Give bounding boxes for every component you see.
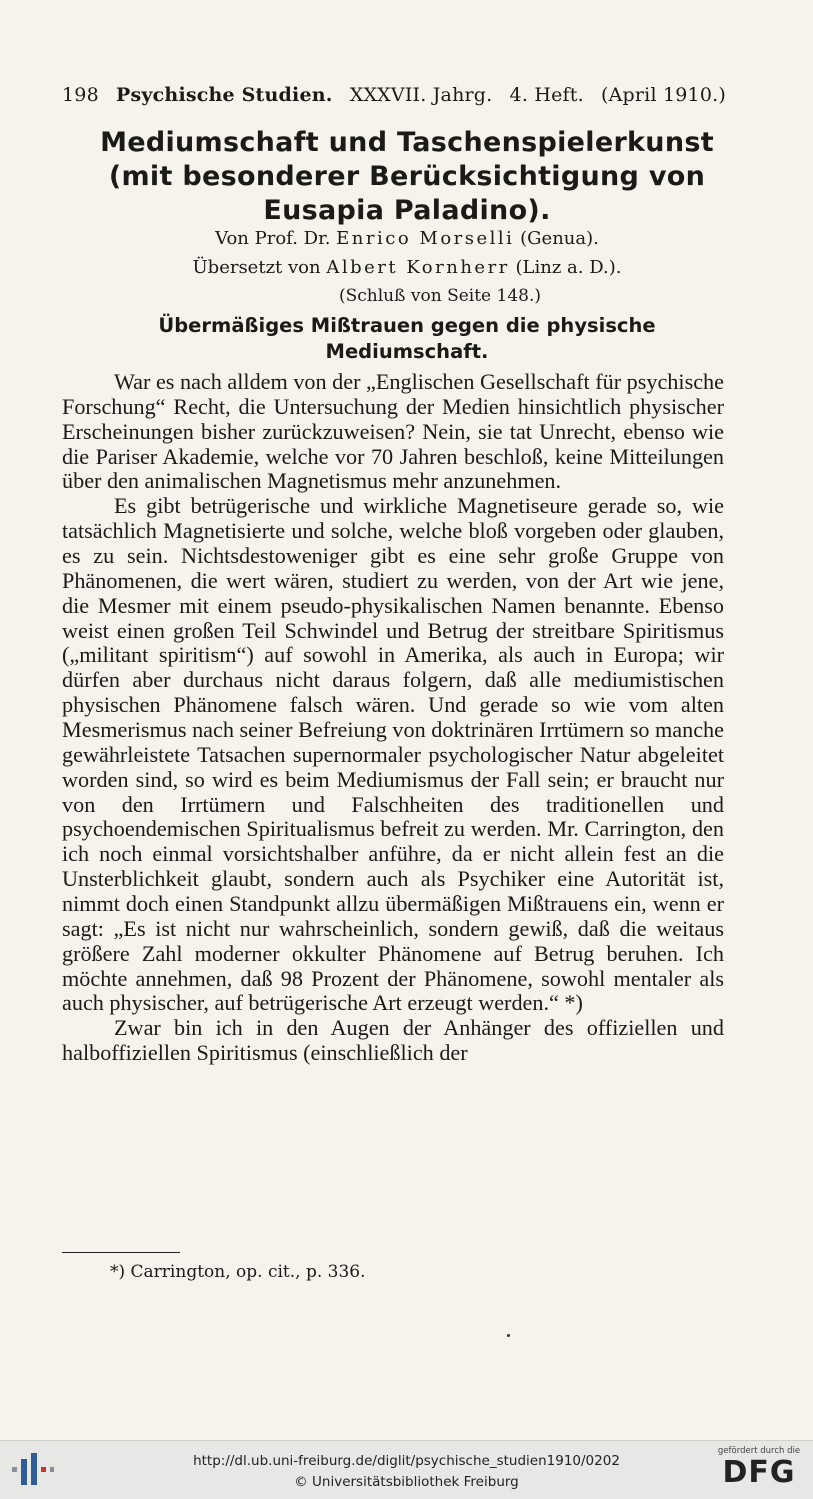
journal-title: Psychische Studien. xyxy=(116,84,333,106)
issue: 4. Heft. xyxy=(509,84,584,106)
section-heading-line: Mediumschaft. xyxy=(325,340,489,363)
section-heading xyxy=(62,313,752,365)
translator-name: Albert Kornherr xyxy=(326,257,510,278)
author-suffix: (Genua). xyxy=(520,228,599,249)
dfg-tagline: gefördert durch die xyxy=(717,1446,801,1456)
viewer-footer xyxy=(0,1440,813,1499)
footnote-rule xyxy=(62,1252,180,1253)
copyright-notice: © Universitätsbibliothek Freiburg xyxy=(294,1474,519,1490)
footnote: *) Carrington, op. cit., p. 336. xyxy=(110,1262,366,1282)
paragraph: Es gibt betrügerische und wirkliche Magnetiseure gerade so, wie tatsächlich Magnetisierte und solche, welche bloß vorgeben oder glauben, es zu sein. Nichtsdestoweniger gibt es eine sehr große Gruppe von Phänomenen, die wert wären, studiert zu werden, von der Art wie jene, die Mesmer mit einem pseudo-physikalischen Namen benannte. Ebenso weist einen großen Teil Schwindel und Betrug der streitbare Spiritismus („militant spiritism“) auf sowohl in Amerika, als auch in Europa; wir dürfen aber durchaus nicht daraus folgern, daß alle mediumistischen physischen Phänomene falsch wären. Und gerade so wie vom alten Mesmerismus nach seiner Befreiung von doktrinären Irrtümern so manche gewährleistete Tatsachen supernormaler psychologischer Natur abgeleitet worden sind, so wird es beim Mediumismus der Fall sein; er braucht nur von den Irrtümern und Falschheiten des traditionellen und psychoendemischen Spiritualismus befreit zu werden. Mr. Carrington, den ich noch einmal vorsichtshalber anführe, da er nicht allein fest an die Unsterblichkeit glaubt, sondern auch als Psychiker eine Autorität ist, nimmt doch einen Standpunkt allzu übermäßigen Mißtrauens ein, wenn er sagt: „Es ist nicht nur wahrscheinlich, sondern gewiß, daß die weitaus größere Zahl moderner okkulter Phänomene auf Betrug beruhen. Ich möchte annehmen, daß 98 Prozent der Phänomene, sowohl mentaler als auch physischer, auf betrügerische Art erzeugt werden.“ *) xyxy=(62,493,724,1016)
translator-prefix: Übersetzt von xyxy=(192,257,321,278)
title-line: (mit besonderer Berücksichtigung von xyxy=(108,161,706,192)
article-title xyxy=(62,126,752,228)
volume: XXXVII. Jahrg. xyxy=(349,84,493,106)
article-body xyxy=(62,370,724,1066)
author-name: Enrico Morselli xyxy=(336,228,515,249)
scan-speck xyxy=(507,1334,510,1337)
author-prefix: Von Prof. Dr. xyxy=(215,228,331,249)
continuation-note: (Schluß von Seite 148.) xyxy=(338,286,541,306)
dfg-logo xyxy=(715,1446,803,1494)
translator-suffix: (Linz a. D.). xyxy=(515,257,622,278)
dfg-logo-text: DFG xyxy=(722,1455,796,1490)
section-heading-line: Übermäßiges Mißtrauen gegen die physische xyxy=(158,314,656,337)
title-line: Eusapia Paladino). xyxy=(263,195,551,226)
paragraph: War es nach alldem von der „Englischen Gesellschaft für psychische Forschung“ Recht, die Untersuchung der Medien hinsichtlich physischer Erscheinungen bisher zurückzuweisen? Nein, sie tat Unrecht, ebenso wie die Pariser Akademie, welche vor 70 Jahren beschloß, keine Mitteilungen über den animalischen Magnetismus mehr anzunehmen. xyxy=(62,369,724,494)
translator-line xyxy=(62,257,752,278)
paragraph: Zwar bin ich in den Augen der Anhänger des offiziellen und halboffiziellen Spiritismus (einschließlich der xyxy=(62,1015,724,1066)
author-line xyxy=(62,228,752,249)
page-number: 198 xyxy=(62,84,99,106)
title-line: Mediumschaft und Taschenspielerkunst xyxy=(100,127,714,158)
running-header xyxy=(62,84,726,106)
permalink-url[interactable]: http://dl.ub.uni-freiburg.de/diglit/psychische_studien1910/0202 xyxy=(193,1453,620,1469)
issue-date: (April 1910.) xyxy=(601,84,726,106)
